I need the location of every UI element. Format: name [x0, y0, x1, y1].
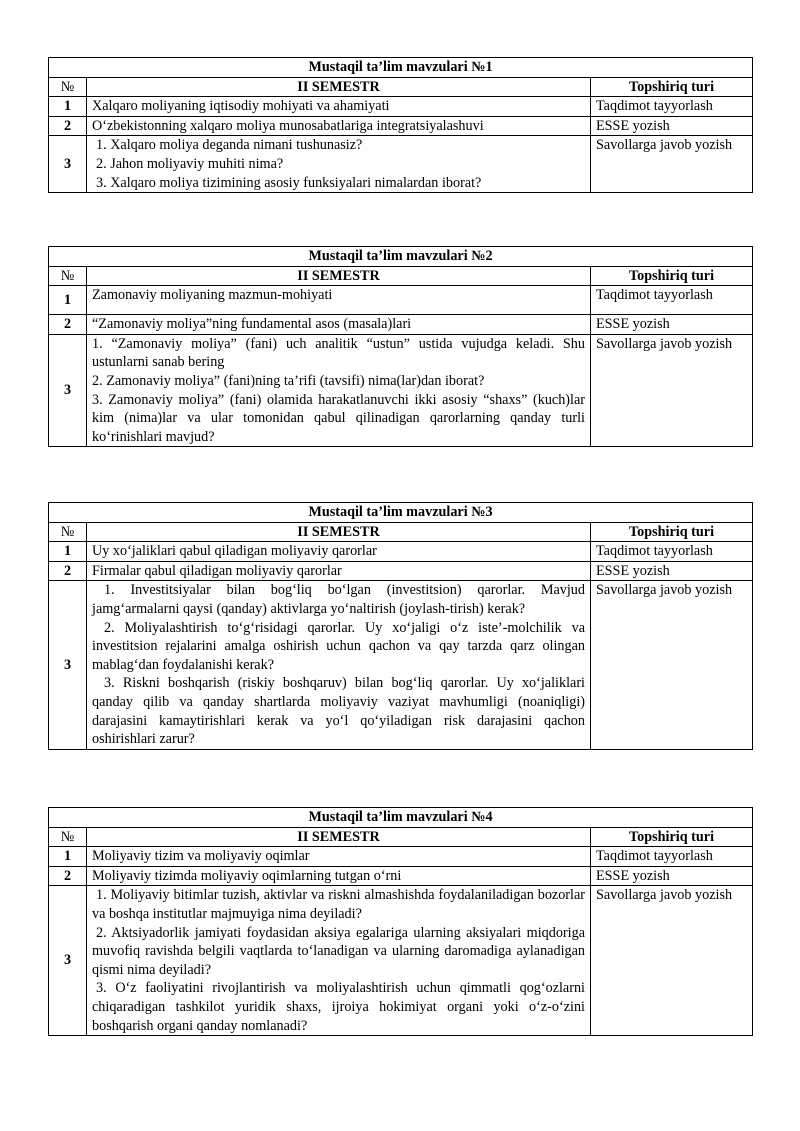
table-row	[49, 847, 753, 867]
row-number: 1	[49, 542, 87, 562]
header-number: №	[49, 827, 87, 847]
row-topic: “Zamonaviy moliya”ning fundamental asos (masala)lari	[87, 315, 591, 335]
topics-table-1	[48, 57, 753, 193]
question-item: 3. Riskni boshqarish (riskiy boshqaruv) bilan bog‘liq qarorlar. Uy xo‘jaliklari qanday qilib va qanday shartlarda moliyaviy vaziyat mavhumligi (noaniqligi) darajasini kamaytirishlari kerak va yo‘l qo‘yiladigan risk darajasini qachon oshirishlari zarur?	[92, 675, 585, 748]
table-row	[49, 866, 753, 886]
question-item: 2. Zamonaviy moliya” (fani)ning ta’rifi (tavsifi) nima(lar)dan iborat?	[92, 372, 485, 389]
header-number: №	[49, 266, 87, 286]
row-topic: O‘zbekistonning xalqaro moliya munosabatlariga integratsiyalashuvi	[87, 116, 591, 136]
header-semester: II SEMESTR	[87, 266, 591, 286]
table-row-questions	[49, 136, 753, 193]
row-number: 1	[49, 286, 87, 315]
topics-table-2	[48, 246, 753, 447]
header-task-type: Topshiriq turi	[591, 827, 753, 847]
header-task-type: Topshiriq turi	[591, 77, 753, 97]
question-item: 1. Investitsiyalar bilan bog‘liq bo‘lgan (investitsion) qarorlar. Mavjud jamg‘armalarni qaysi (qanday) aktivlarga yo‘naltirish (joylash-tirish) kerak?	[92, 582, 585, 617]
row-task-type: ESSE yozish	[591, 866, 753, 886]
row-questions	[87, 136, 591, 193]
row-task-type: Taqdimot tayyorlash	[591, 542, 753, 562]
question-item: 3. Zamonaviy moliya” (fani) olamida harakatlanuvchi ikki asosiy “shaxs” (kuch)lar kim (nima)lar va ular tomonidan qabul qilinadigan qarorlarning qanday turli ko‘rinishlari mavjud?	[92, 391, 585, 445]
question-item: 1. “Zamonaviy moliya” (fani) uch analitik “ustun” ustida vujudga keladi. Shu ustunlarni sanab bering	[92, 335, 585, 371]
table-title: Mustaqil ta’lim mavzulari №1	[49, 58, 753, 78]
row-number: 1	[49, 97, 87, 117]
row-number: 2	[49, 116, 87, 136]
table-row	[49, 116, 753, 136]
row-topic: Xalqaro moliyaning iqtisodiy mohiyati va ahamiyati	[87, 97, 591, 117]
question-item: 3. O‘z faoliyatini rivojlantirish va moliyalashtirish uchun qimmatli qog‘ozlarni chiqaradigan tashkilot yuridik shaxs, ijroiya hokimiyat organi yoki o‘z-o‘zini boshqarish organi qanday nomlanadi?	[92, 980, 585, 1034]
row-task-type: Savollarga javob yozish	[591, 581, 753, 749]
row-number: 3	[49, 886, 87, 1036]
header-task-type: Topshiriq turi	[591, 266, 753, 286]
header-number: №	[49, 522, 87, 542]
header-semester: II SEMESTR	[87, 522, 591, 542]
row-task-type: Taqdimot tayyorlash	[591, 847, 753, 867]
row-topic: Uy xo‘jaliklari qabul qiladigan moliyaviy qarorlar	[87, 542, 591, 562]
row-number: 3	[49, 136, 87, 193]
row-task-type: Savollarga javob yozish	[591, 136, 753, 193]
table-row	[49, 286, 753, 315]
row-task-type: Savollarga javob yozish	[591, 334, 753, 447]
table-row	[49, 542, 753, 562]
question-item: 1. Moliyaviy bitimlar tuzish, aktivlar va riskni almashishda foydalaniladigan bozorlar va boshqa institutlar majmuyiga nima deyiladi?	[92, 887, 585, 922]
table-row	[49, 315, 753, 335]
header-number: №	[49, 77, 87, 97]
row-questions	[87, 886, 591, 1036]
table-row	[49, 561, 753, 581]
row-task-type: Taqdimot tayyorlash	[591, 286, 753, 315]
row-topic: Firmalar qabul qiladigan moliyaviy qarorlar	[87, 561, 591, 581]
topics-table-3	[48, 502, 753, 750]
row-questions	[87, 581, 591, 749]
row-number: 3	[49, 334, 87, 447]
table-row-questions	[49, 886, 753, 1036]
question-item: 3. Xalqaro moliya tizimining asosiy funksiyalari nimalardan iborat?	[96, 174, 482, 191]
table-title: Mustaqil ta’lim mavzulari №4	[49, 808, 753, 828]
row-topic: Moliyaviy tizim va moliyaviy oqimlar	[87, 847, 591, 867]
row-task-type: ESSE yozish	[591, 116, 753, 136]
row-topic: Moliyaviy tizimda moliyaviy oqimlarning tutgan o‘rni	[87, 866, 591, 886]
row-number: 2	[49, 561, 87, 581]
header-semester: II SEMESTR	[87, 77, 591, 97]
table-title: Mustaqil ta’lim mavzulari №3	[49, 503, 753, 523]
row-task-type: ESSE yozish	[591, 315, 753, 335]
row-task-type: Savollarga javob yozish	[591, 886, 753, 1036]
row-number: 1	[49, 847, 87, 867]
header-semester: II SEMESTR	[87, 827, 591, 847]
question-item: 2. Aktsiyadorlik jamiyati foydasidan aksiya egalariga ularning aksiyalari miqdoriga muvofiq ravishda belgili vaqtlarda to‘lanadigan va ularning daromadiga aylanadigan qismi nima deyiladi?	[92, 924, 585, 978]
question-item: 2. Moliyalashtirish to‘g‘risidagi qarorlar. Uy xo‘jaligi o‘z iste’-molchilik va investitsion rejalarini amalga oshirish uchun qachon va qay tarzda qarz olingan mablag‘dan foydalanishi kerak?	[92, 619, 585, 673]
row-number: 2	[49, 866, 87, 886]
row-number: 2	[49, 315, 87, 335]
table-row-questions	[49, 334, 753, 447]
row-task-type: ESSE yozish	[591, 561, 753, 581]
question-item: 1. Xalqaro moliya deganda nimani tushunasiz?	[96, 137, 363, 154]
topics-table-4	[48, 807, 753, 1036]
row-number: 3	[49, 581, 87, 749]
table-row	[49, 97, 753, 117]
question-item: 2. Jahon moliyaviy muhiti nima?	[96, 155, 284, 172]
header-task-type: Topshiriq turi	[591, 522, 753, 542]
table-row-questions	[49, 581, 753, 749]
row-questions	[87, 334, 591, 447]
row-task-type: Taqdimot tayyorlash	[591, 97, 753, 117]
table-title: Mustaqil ta’lim mavzulari №2	[49, 247, 753, 267]
row-topic: Zamonaviy moliyaning mazmun-mohiyati	[87, 286, 591, 315]
